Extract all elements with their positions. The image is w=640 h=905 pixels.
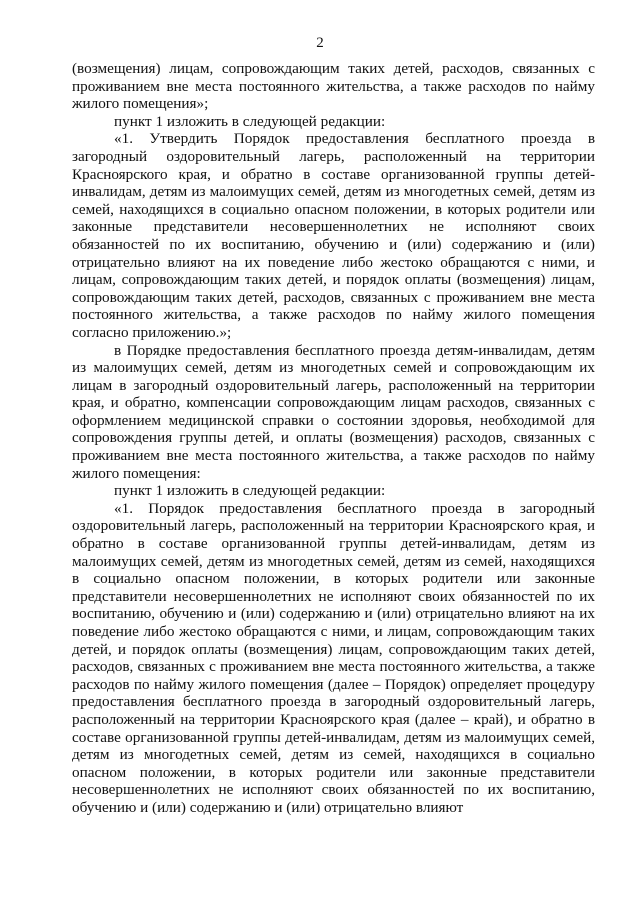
- paragraph-amendment-text-1: «1. Утвердить Порядок предоставления бесплатного проезда в загородный оздоровительный лагерь, расположенный на территории Красноярского края, и обратно в составе организованной группы детей-инвалидам, детям из малоимущих семей, детям из многодетных семей, детям из семей, находящихся в социально опасном положении, в которых родители или законные представители несовершеннолетних не исполняют своих обязанностей по их воспитанию, обучению и (или) содержанию и (или) отрицательно влияют на их поведение либо жестоко обращаются с ними, и лицам, сопровождающим таких детей, и порядок оплаты (возмещения) лицам, сопровождающим таких детей, расходов, связанных с проживанием вне места постоянного жительства, а также расходов по найму жилого помещения согласно приложению.»;: [72, 130, 595, 341]
- paragraph-amendment-intro-1: пункт 1 изложить в следующей редакции:: [114, 112, 386, 130]
- paragraph-amendment-text-2: «1. Порядок предоставления бесплатного проезда в загородный оздоровительный лагерь, расположенный на территории Красноярского края, и обратно в составе организованной группы детей-инвалидам, детям из малоимущих семей, детям из многодетных семей, детям из семей, находящихся в социально опасном положении, в которых родители или законные представители несовершеннолетних не исполняют своих обязанностей по их воспитанию, обучению и (или) содержанию и (или) отрицательно влияют на их поведение либо жестоко обращаются с ними, и лицам, сопровождающим таких детей, и порядок оплаты (возмещения) лицам, сопровождающим таких детей, расходов, связанных с проживанием вне места постоянного жительства, а также расходов по найму жилого помещения (далее – Порядок) определяет процедуру предоставления бесплатного проезда в загородный оздоровительный лагерь, расположенный на территории Красноярского края (далее – край), и обратно в составе организованной группы детей-инвалидам, детям из малоимущих семей, детям из многодетных семей, детям из семей, находящихся в социально опасном положении, в которых родители или законные представители несовершеннолетних не исполняют своих обязанностей по их воспитанию, обучению и (или) содержанию и (или) отрицательно влияют: [72, 499, 595, 816]
- paragraph-amendment-intro-2: пункт 1 изложить в следующей редакции:: [114, 482, 386, 500]
- paragraph-procedure-reference: в Порядке предоставления бесплатного проезда детям-инвалидам, детям из малоимущих семей, детям из многодетных семей и сопровождающим их лицам в загородный оздоровительный лагерь, расположенный на территории края, и обратно, компенсации сопровождающим лицам расходов, связанных с оформлением медицинской справки о состоянии здоровья, необходимой для сопровождения группы детей, и оплаты (возмещения) расходов, связанных с проживанием вне места постоянного жительства, а также расходов по найму жилого помещения:: [72, 341, 595, 482]
- page-number: 2: [316, 35, 324, 51]
- document-body: [72, 60, 595, 817]
- paragraph-continuation: (возмещения) лицам, сопровождающим таких детей, расходов, связанных с проживанием вне места постоянного жительства, а также расходов по найму жилого помещения»;: [72, 60, 595, 113]
